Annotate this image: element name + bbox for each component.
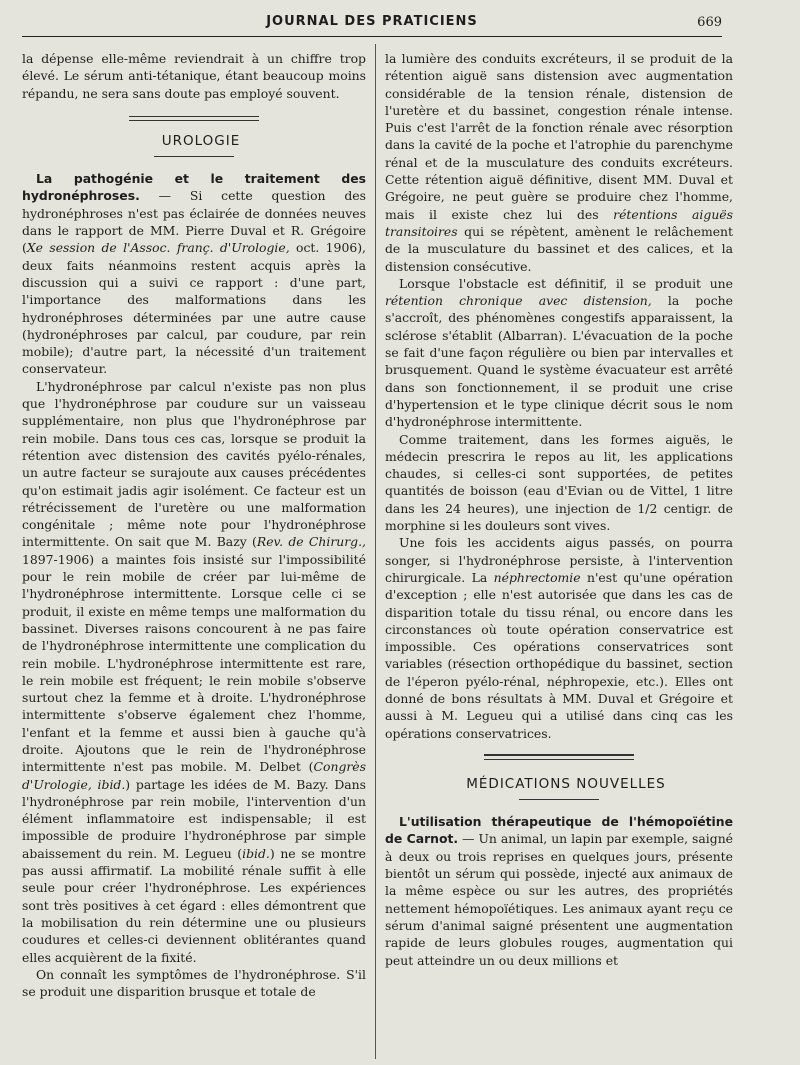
paragraph: la lumière des conduits excréteurs, il se produit de la rétention aiguë sans distension avec augmentation considérable de la tension rénale, distension de l'uretère et du bassinet, congestion rénale intense. Puis c'est l'arrêt de la fonction rénale avec résorption dans la cavité de la poche et l'atrophie du parenchyme rénal et de la musculature des conduits excréteurs. Cette rétention aiguë définitive, disent MM. Duval et Grégoire, ne peut guère se produire chez l'homme, mais il existe chez lui des rétentions aiguës transitoires qui se répètent, amènent le relâchement de la musculature du bassinet et des calices, et la distension consécutive. (385, 51, 733, 274)
page-number: 669 (697, 15, 722, 30)
article-paragraph: L'utilisation thérapeutique de l'hémopoïétine de Carnot. — Un animal, un lapin par exemple, saigné à deux ou trois reprises en quelques jours, présente bientôt un sérum qui possède, injecté aux animaux de la même espèce ou sur les autres, des propriétés nettement hémopoïétiques. Les animaux ayant reçu ce sérum d'animal saigné présentent une augmentation rapide de leurs globules rouges, augmentation qui peut atteindre un ou deux millions et (385, 814, 734, 968)
right-column (385, 50, 733, 969)
paragraph: la dépense elle-même reviendrait à un chiffre trop élevé. Le sérum anti-tétanique, étant beaucoup moins répandu, ne sera sans doute pas employé souvent. (22, 51, 366, 101)
page-header (22, 12, 722, 37)
left-column (22, 50, 366, 1000)
paragraph: Une fois les accidents aigus passés, on pourra songer, si l'hydronéphrose persiste, à l'intervention chirurgicale. La néphrectomie n'est qu'une opération d'exception ; elle n'est autorisée que dans les cas de disparition totale du tissu rénal, ou encore dans les circonstances où toute opération conservatrice est impossible. Ces opérations conservatrices sont variables (résection orthopédique du bassinet, section de l'éperon pyélo-rénal, néphropexie, etc.). Elles ont donné de bons résultats à MM. Duval et Grégoire et aussi à M. Legueu qui a utilisé dans cinq cas les opérations conservatrices. (385, 535, 733, 741)
running-title: JOURNAL DES PRATICIENS (266, 14, 478, 29)
section-heading-medications: MÉDICATIONS NOUVELLES (466, 775, 666, 792)
column-divider (375, 44, 376, 1059)
article-title: La pathogénie et le traitement des hydronéphroses. (22, 171, 366, 204)
section-heading-urologie: UROLOGIE (161, 132, 241, 149)
paragraph: Lorsque l'obstacle est définitif, il se produit une rétention chronique avec distension, la poche s'accroît, des phénomènes congestifs apparaissent, la sclérose s'établit (Albarran). L'évacuation de la poche se fait d'une façon régulière ou bien par intervalles et brusquement. Quand le système évacuateur est arrêté dans son fonctionnement, il se produit une crise d'hypertension et le type clinique décrit sous le nom d'hydronéphrose intermittente. (385, 275, 733, 430)
paragraph: On connaît les symptômes de l'hydronéphrose. S'il se produit une disparition brusque et totale de (22, 966, 366, 1000)
article-title: L'utilisation thérapeutique de l'hémopoïétine de Carnot. (385, 814, 733, 847)
paragraph: Comme traitement, dans les formes aiguës, le médecin prescrira le repos au lit, les applications chaudes, si celles-ci sont supportées, de petites quantités de boisson (eau d'Evian ou de Vittel, 1 litre dans les 24 heures), une injection de 1/2 centigr. de morphine si les douleurs sont vives. (385, 431, 733, 534)
article-paragraph: La pathogénie et le traitement des hydronéphroses. — Si cette question des hydronéphroses n'est pas éclairée de données neuves dans le rapport de MM. Pierre Duval et R. Grégoire (Xe session de l'Assoc. franç. d'Urologie, oct. 1906), deux faits néanmoins restent acquis après la discussion qui a suivi ce rapport : d'une part, l'importance des malformations dans les hydronéphroses déterminées par une autre cause (hydronéphroses par calcul, par coudure, par rein mobile); d'autre part, la nécessité d'un traitement conservateur. (22, 171, 366, 377)
paragraph: L'hydronéphrose par calcul n'existe pas non plus que l'hydronéphrose par coudure sur un vaisseau supplémentaire, non plus que l'hydronéphrose par rein mobile. Dans tous ces cas, lorsque se produit la rétention avec distension des cavités pyélo-rénales, un autre facteur se surajoute aux causes précédentes qu'on estimait jadis agir isolément. Ce facteur est un rétrécissement de l'uretère ou une malformation congénitale ; même note pour l'hydronéphrose intermittente. On sait que M. Bazy (Rev. de Chirurg., 1897-1906) a maintes fois insisté sur l'impossibilité pour le rein mobile de créer par lui-même de l'hydronéphrose intermittente. Lorsque celle ci se produit, il existe en même temps une malformation du bassinet. Diverses raisons concourent à ne pas faire de l'hydronéphrose intermittente une complication du rein mobile. L'hydronéphrose intermittente est rare, le rein mobile est fréquent; le rein mobile s'observe surtout chez la femme et à droite. L'hydronéphrose intermittente s'observe également chez l'homme, l'enfant et la femme et aussi bien à gauche qu'à droite. Ajoutons que le rein de l'hydronéphrose intermittente n'est pas mobile. M. Delbet (Congrès d'Urologie, ibid.) partage les idées de M. Bazy. Dans l'hydronéphrose par rein mobile, l'intervention d'un élément inflammatoire est indispensable; il est impossible de produire l'hydronéphrose par simple abaissement du rein. M. Legueu (ibid.) ne se montre pas aussi affirmatif. La mobilité rénale suffit à elle seule pour créer l'hydronéphrose. Les expériences sont très positives à cet égard : elles démontrent que la mobilisation du rein détermine une ou plusieurs coudures et celles-ci deviennent oblitérantes quand elles acquièrent de la fixité. (22, 378, 366, 965)
